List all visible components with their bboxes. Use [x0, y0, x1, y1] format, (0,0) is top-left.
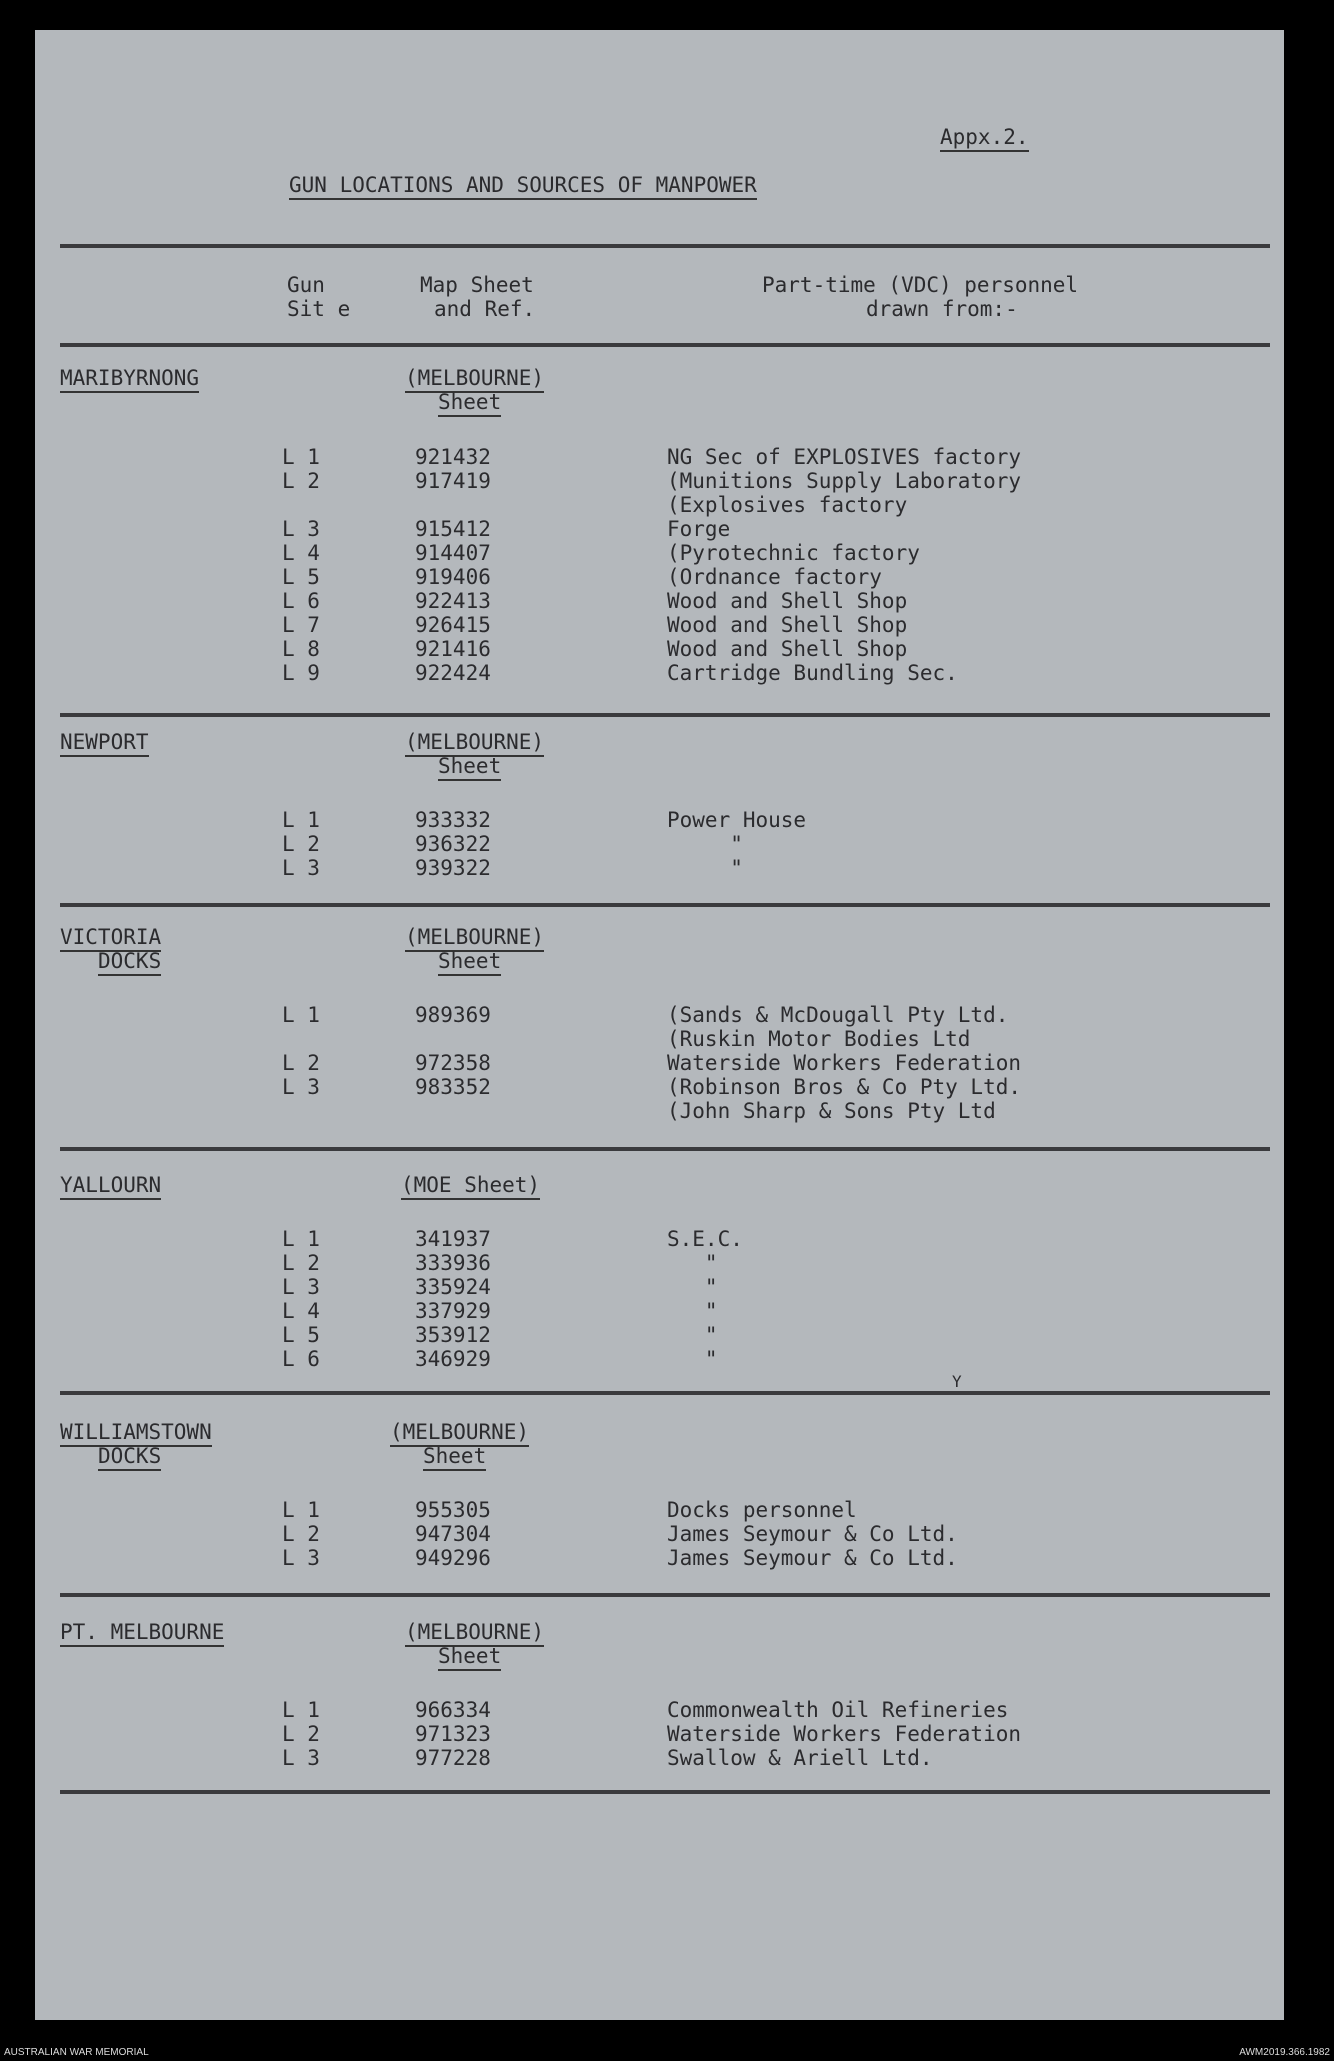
list-item: L 5: [282, 1323, 320, 1347]
list-item: L 1: [282, 1003, 320, 1027]
list-item: (Explosives factory: [667, 493, 908, 517]
list-item: 966334: [415, 1698, 491, 1722]
section-divider: [60, 713, 1270, 717]
list-item: 972358: [415, 1051, 491, 1075]
map-ref-list: [415, 1003, 491, 1123]
stray-mark: Y: [952, 1372, 962, 1391]
list-item: Forge: [667, 517, 731, 541]
personnel-source-list: [667, 445, 1021, 685]
list-item: [415, 1099, 491, 1123]
list-item: (John Sharp & Sons Pty Ltd: [667, 1099, 996, 1123]
gun-site-list: [282, 1003, 320, 1123]
gun-site-list: [282, 445, 320, 685]
list-item: S.E.C.: [667, 1227, 743, 1251]
list-item: Waterside Workers Federation: [667, 1051, 1022, 1075]
list-item: (Munitions Supply Laboratory: [667, 469, 1022, 493]
list-item: L 5: [282, 565, 320, 589]
list-item: L 1: [282, 445, 320, 469]
list-item: L 3: [282, 1275, 320, 1299]
section-divider: [60, 1593, 1270, 1597]
list-item: 971323: [415, 1722, 491, 1746]
list-item: L 2: [282, 469, 320, 493]
list-item: James Seymour & Co Ltd.: [667, 1522, 958, 1546]
section-divider: [60, 1147, 1270, 1151]
list-item: 353912: [415, 1323, 491, 1347]
list-item: Commonwealth Oil Refineries: [667, 1698, 1009, 1722]
section-map-sheet: (MELBOURNE) Sheet: [390, 1420, 529, 1468]
list-item: Wood and Shell Shop: [667, 637, 908, 661]
list-item: 914407: [415, 541, 491, 565]
personnel-source-list: [667, 808, 806, 880]
list-item: (Ordnance factory: [667, 565, 882, 589]
list-item: (Pyrotechnic factory: [667, 541, 920, 565]
list-item: 977228: [415, 1746, 491, 1770]
list-item: 341937: [415, 1227, 491, 1251]
list-item: ": [667, 1299, 718, 1323]
list-item: 337929: [415, 1299, 491, 1323]
section-place-name: WILLIAMSTOWN DOCKS: [60, 1420, 212, 1468]
list-item: 947304: [415, 1522, 491, 1546]
list-item: L 6: [282, 589, 320, 613]
list-item: ": [667, 1275, 718, 1299]
list-item: Power House: [667, 808, 807, 832]
list-item: 346929: [415, 1347, 491, 1371]
page-title: GUN LOCATIONS AND SOURCES OF MANPOWER: [289, 173, 757, 197]
personnel-source-list: [667, 1498, 958, 1570]
list-item: Swallow & Ariell Ltd.: [667, 1746, 933, 1770]
gun-site-list: [282, 808, 320, 880]
list-item: 919406: [415, 565, 491, 589]
section-place-name: YALLOURN: [60, 1173, 161, 1197]
map-ref-list: [415, 445, 491, 685]
list-item: 983352: [415, 1075, 491, 1099]
list-item: L 1: [282, 808, 320, 832]
list-item: L 3: [282, 517, 320, 541]
header-rule: [60, 343, 1270, 347]
column-header-map-sheet: Map Sheet and Ref.: [420, 273, 536, 321]
list-item: 933332: [415, 808, 491, 832]
list-item: L 2: [282, 1051, 320, 1075]
gun-site-list: [282, 1498, 320, 1570]
list-item: [282, 493, 320, 517]
personnel-source-list: [667, 1003, 1021, 1123]
gun-site-list: [282, 1698, 320, 1770]
list-item: James Seymour & Co Ltd.: [667, 1546, 958, 1570]
list-item: 936322: [415, 832, 491, 856]
column-header-personnel: Part-time (VDC) personnel drawn from:-: [762, 273, 1079, 321]
list-item: L 3: [282, 1546, 320, 1570]
list-item: NG Sec of EXPLOSIVES factory: [667, 445, 1022, 469]
appendix-label: Appx.2.: [940, 125, 1029, 149]
list-item: 955305: [415, 1498, 491, 1522]
footer-institution: AUSTRALIAN WAR MEMORIAL: [4, 2047, 149, 2058]
list-item: L 4: [282, 1299, 320, 1323]
map-ref-list: [415, 808, 491, 880]
list-item: 921416: [415, 637, 491, 661]
section-map-sheet: (MELBOURNE) Sheet: [405, 366, 544, 414]
list-item: L 1: [282, 1498, 320, 1522]
top-rule: [60, 244, 1270, 248]
list-item: Waterside Workers Federation: [667, 1722, 1022, 1746]
list-item: L 2: [282, 1722, 320, 1746]
list-item: (Robinson Bros & Co Pty Ltd.: [667, 1075, 1022, 1099]
list-item: (Sands & McDougall Pty Ltd.: [667, 1003, 1009, 1027]
section-map-sheet: (MELBOURNE) Sheet: [405, 730, 544, 778]
list-item: 926415: [415, 613, 491, 637]
map-ref-list: [415, 1698, 491, 1770]
list-item: ": [667, 1347, 718, 1371]
section-map-sheet: (MELBOURNE) Sheet: [405, 1620, 544, 1668]
list-item: ": [667, 1323, 718, 1347]
document-page: [35, 30, 1284, 2020]
section-divider: [60, 1790, 1270, 1794]
list-item: L 2: [282, 832, 320, 856]
list-item: L 9: [282, 661, 320, 685]
list-item: (Ruskin Motor Bodies Ltd: [667, 1027, 971, 1051]
list-item: L 8: [282, 637, 320, 661]
list-item: [282, 1099, 320, 1123]
section-place-name: PT. MELBOURNE: [60, 1620, 224, 1644]
column-header-gun-site: Gun Sit e: [287, 273, 351, 321]
list-item: ": [667, 1251, 718, 1275]
list-item: L 3: [282, 1075, 320, 1099]
list-item: L 3: [282, 856, 320, 880]
section-place-name: VICTORIA DOCKS: [60, 925, 161, 973]
section-place-name: NEWPORT: [60, 730, 149, 754]
list-item: 922413: [415, 589, 491, 613]
footer-accession-number: AWM2019.366.1982: [1239, 2047, 1330, 2058]
list-item: 949296: [415, 1546, 491, 1570]
section-place-name: MARIBYRNONG: [60, 366, 199, 390]
list-item: L 6: [282, 1347, 320, 1371]
list-item: L 2: [282, 1522, 320, 1546]
list-item: 939322: [415, 856, 491, 880]
list-item: 335924: [415, 1275, 491, 1299]
list-item: 917419: [415, 469, 491, 493]
list-item: 989369: [415, 1003, 491, 1027]
list-item: Wood and Shell Shop: [667, 613, 908, 637]
list-item: L 4: [282, 541, 320, 565]
list-item: [415, 1027, 491, 1051]
list-item: L 1: [282, 1698, 320, 1722]
list-item: L 2: [282, 1251, 320, 1275]
list-item: Wood and Shell Shop: [667, 589, 908, 613]
list-item: Docks personnel: [667, 1498, 857, 1522]
map-ref-list: [415, 1227, 491, 1371]
list-item: Cartridge Bundling Sec.: [667, 661, 958, 685]
section-divider: [60, 903, 1270, 907]
list-item: ": [667, 856, 743, 880]
list-item: ": [667, 832, 743, 856]
list-item: [415, 493, 491, 517]
list-item: 915412: [415, 517, 491, 541]
map-ref-list: [415, 1498, 491, 1570]
section-map-sheet: (MELBOURNE) Sheet: [405, 925, 544, 973]
section-divider: [60, 1391, 1270, 1395]
list-item: 921432: [415, 445, 491, 469]
list-item: L 7: [282, 613, 320, 637]
list-item: [282, 1027, 320, 1051]
list-item: 333936: [415, 1251, 491, 1275]
gun-site-list: [282, 1227, 320, 1371]
list-item: 922424: [415, 661, 491, 685]
list-item: L 3: [282, 1746, 320, 1770]
section-map-sheet: (MOE Sheet): [401, 1173, 540, 1197]
list-item: L 1: [282, 1227, 320, 1251]
personnel-source-list: [667, 1227, 743, 1371]
personnel-source-list: [667, 1698, 1021, 1770]
